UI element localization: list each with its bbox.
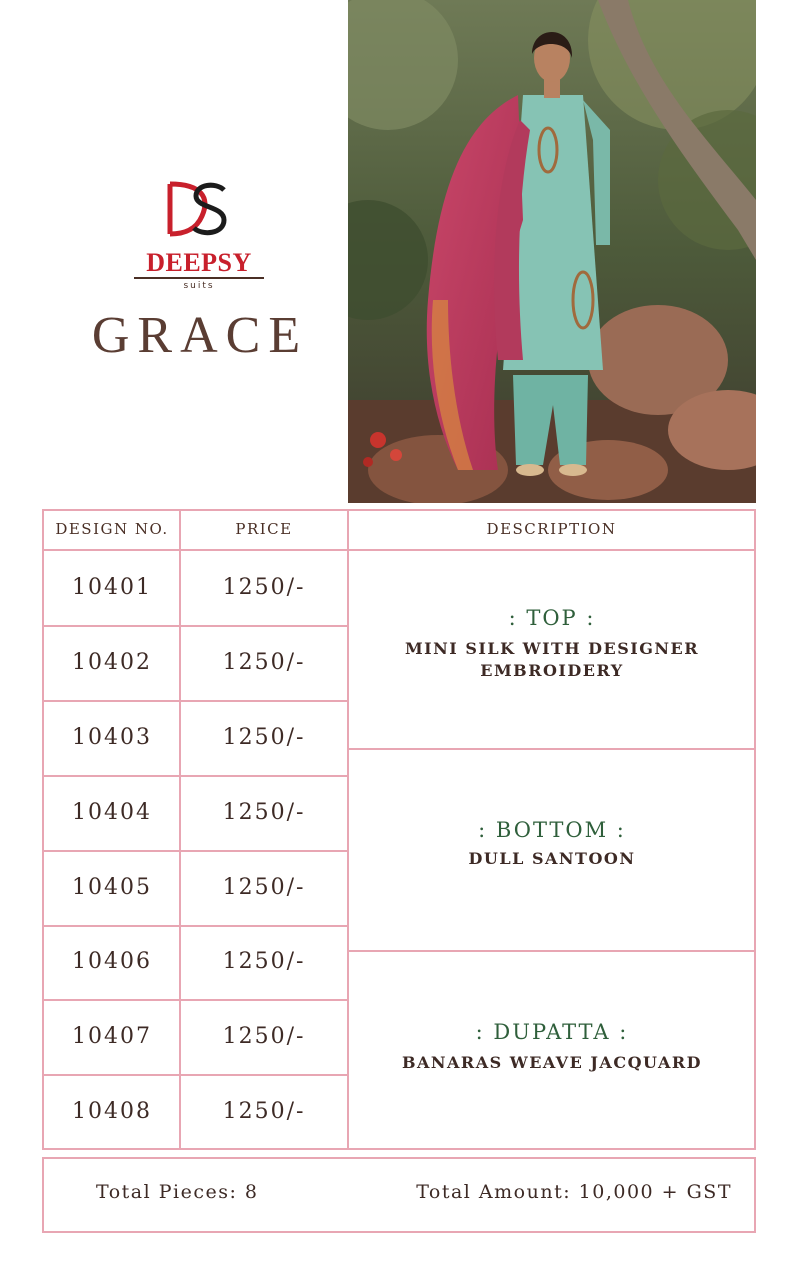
price-value: 1250/-: [222, 725, 306, 750]
price-value: 1250/-: [222, 1024, 306, 1049]
design-number: 10401: [72, 575, 152, 600]
design-number: 10402: [72, 650, 152, 675]
brand-name: DEEPSY: [146, 248, 252, 277]
price-value: 1250/-: [222, 875, 306, 900]
description-dupatta: [350, 1020, 754, 1074]
column-divider: [347, 509, 349, 1150]
design-number: 10403: [72, 725, 152, 750]
bottom-label: : BOTTOM :: [478, 818, 626, 842]
price-value: 1250/-: [222, 575, 306, 600]
price-value: 1250/-: [222, 949, 306, 974]
price-value: 1250/-: [222, 800, 306, 825]
description-divider: [347, 950, 756, 952]
design-number: 10404: [72, 800, 152, 825]
design-number: 10406: [72, 949, 152, 974]
header-design-no: DESIGN NO.: [55, 520, 169, 538]
header-price: PRICE: [235, 520, 293, 538]
design-number: 10408: [72, 1099, 152, 1124]
brand-divider: [134, 277, 264, 279]
bottom-line: DULL SANTOON: [468, 849, 636, 868]
description-divider: [347, 748, 756, 750]
price-value: 1250/-: [222, 1099, 306, 1124]
total-amount: Total Amount: 10,000 + GST: [416, 1181, 732, 1203]
description-bottom: [350, 818, 754, 870]
dupatta-line: BANARAS WEAVE JACQUARD: [401, 1053, 703, 1072]
model-photo: [348, 0, 756, 503]
description-top: [350, 606, 754, 682]
top-line: MINI SILK WITH DESIGNER: [404, 639, 700, 658]
catalog-title: GRACE: [91, 307, 309, 364]
top-label: : TOP :: [508, 606, 596, 630]
brand-logo-mark: [166, 180, 230, 238]
design-number: 10407: [72, 1024, 152, 1049]
brand-subtitle: suits: [183, 281, 215, 291]
total-pieces: Total Pieces: 8: [96, 1181, 259, 1203]
top-line: EMBROIDERY: [480, 661, 624, 680]
price-value: 1250/-: [222, 650, 306, 675]
dupatta-label: : DUPATTA :: [475, 1020, 629, 1044]
design-number: 10405: [72, 875, 152, 900]
header-description: DESCRIPTION: [486, 520, 617, 538]
